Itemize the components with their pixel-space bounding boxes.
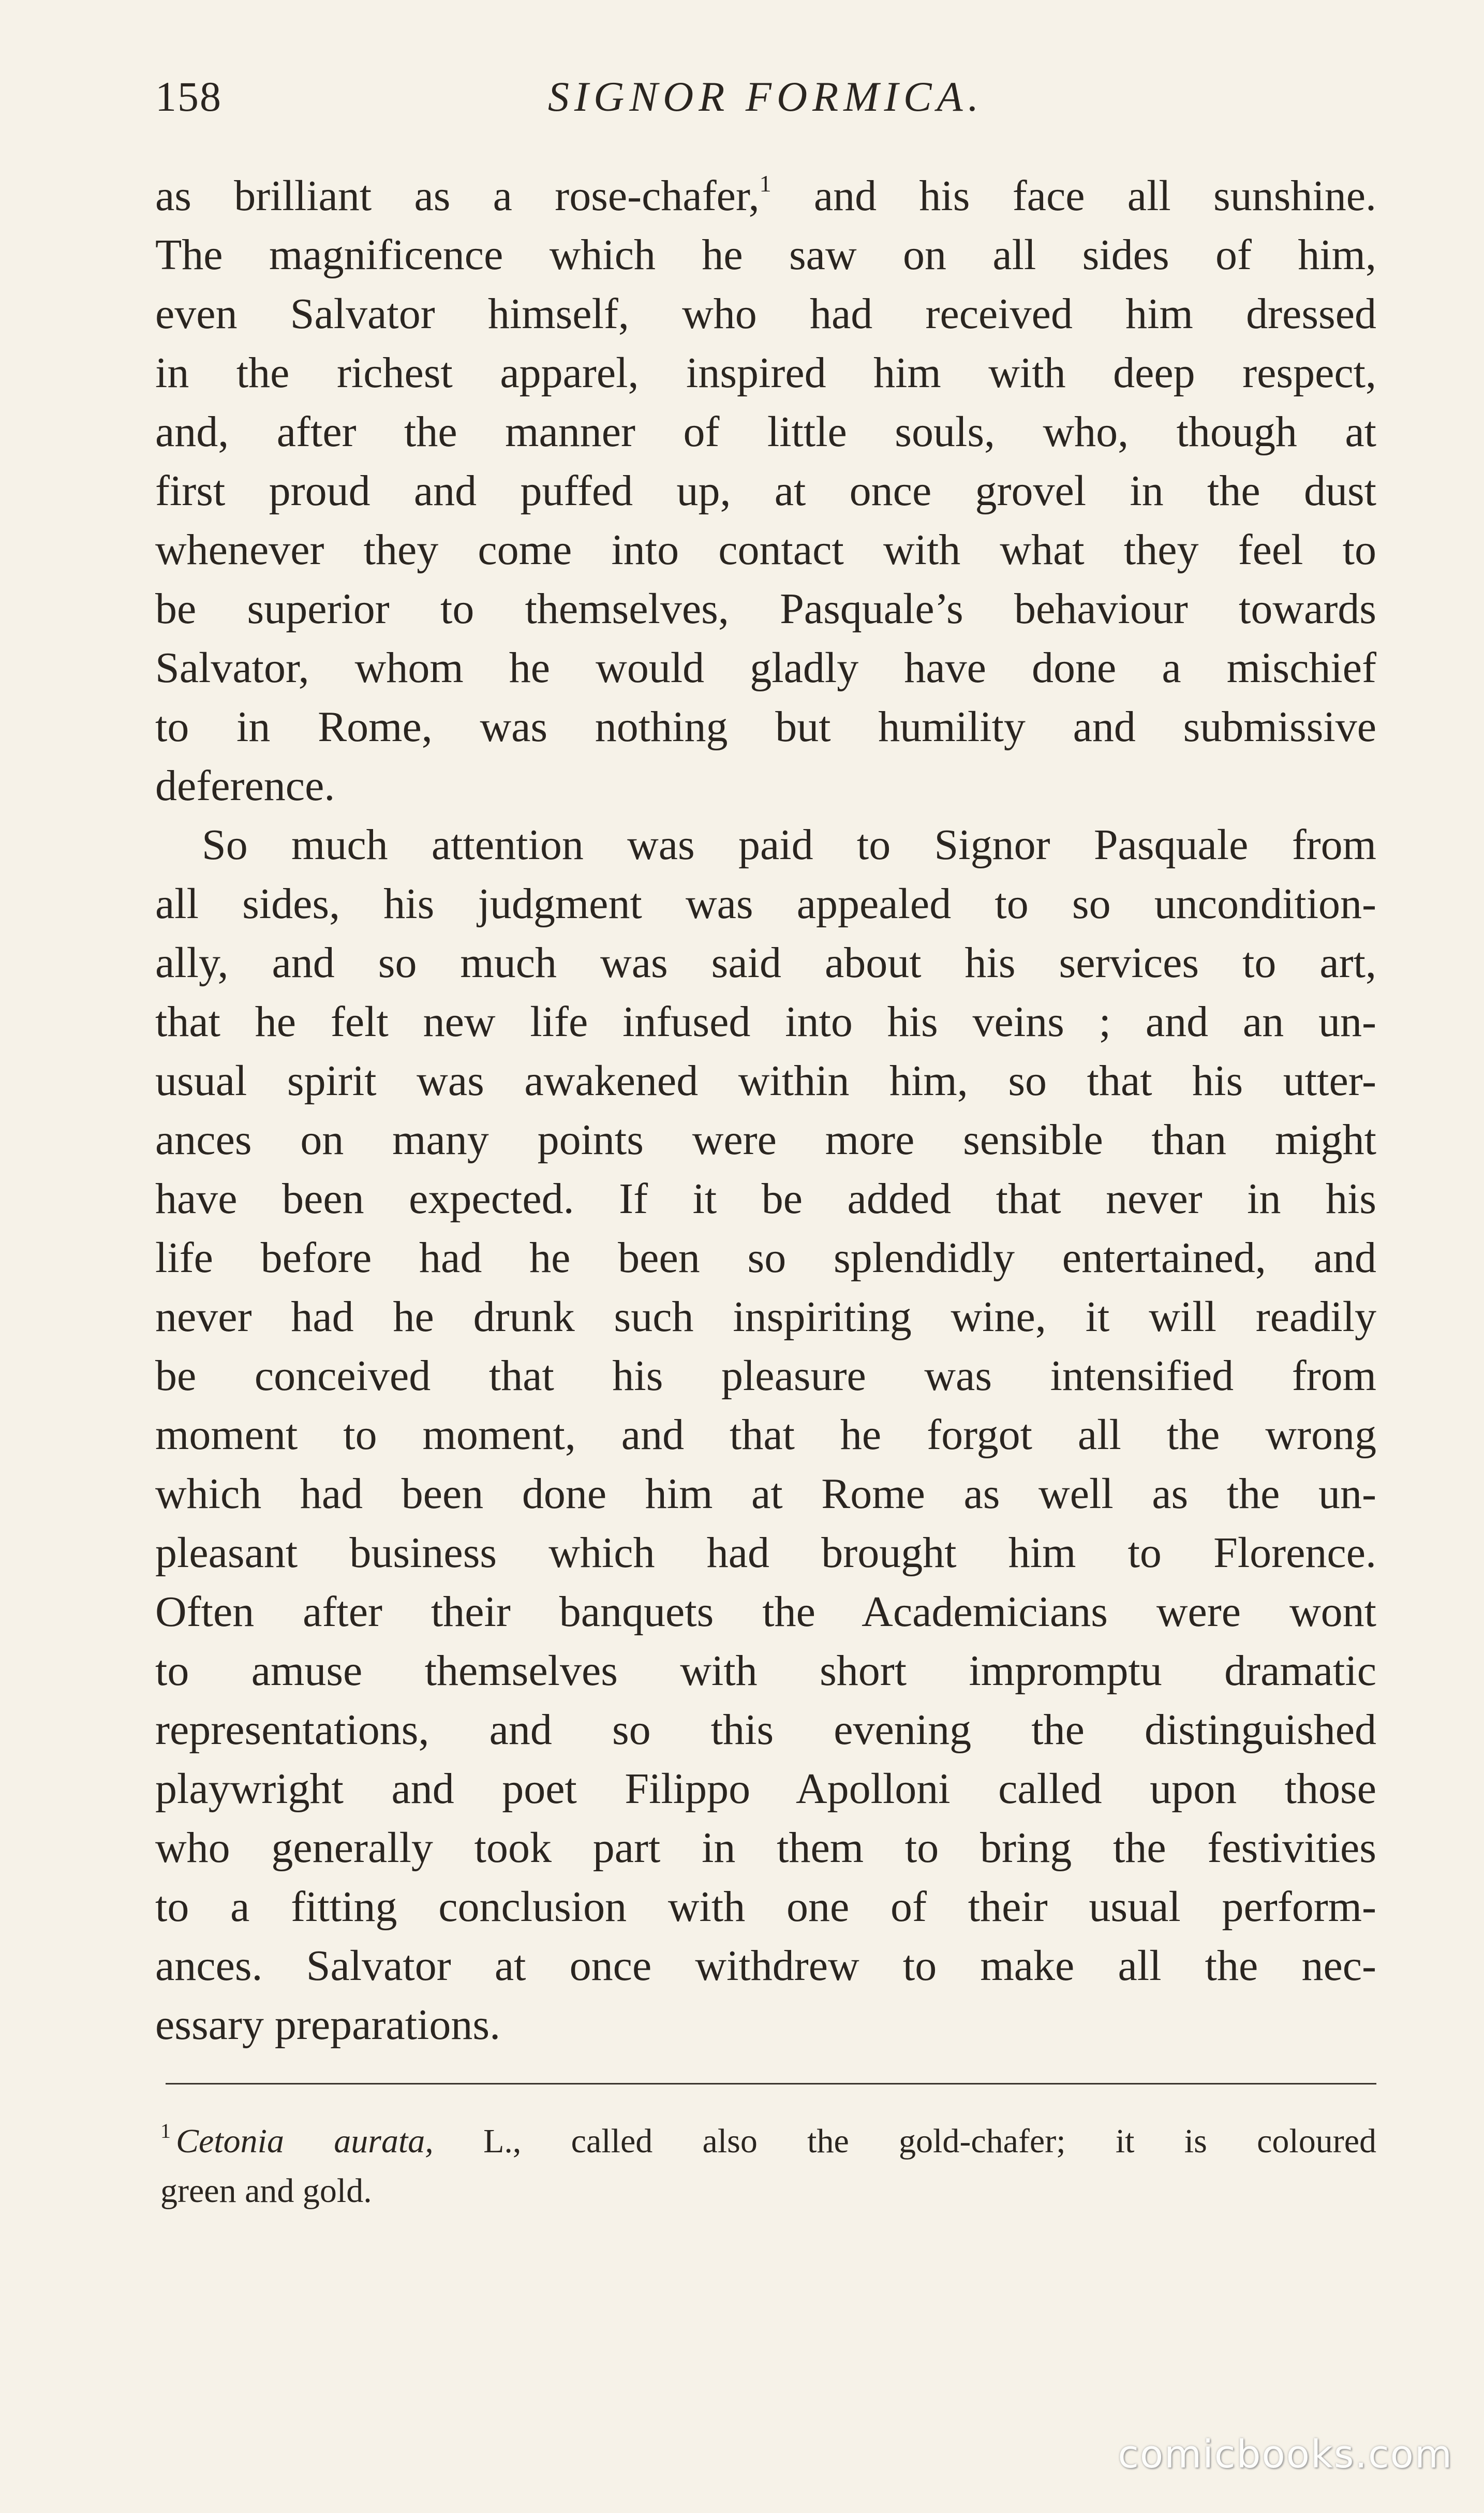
text-line: The magnificence which he saw on all sides of him,: [155, 231, 1376, 279]
text-line: have been expected. If it be added that never in his: [155, 1175, 1376, 1223]
footnote-reference: 1: [759, 170, 771, 197]
text-line: moment to moment, and that he forgot all the wrong: [155, 1411, 1376, 1459]
text-line: playwright and poet Filippo Apolloni called upon those: [155, 1765, 1376, 1813]
text-segment: as brilliant as a rose-chafer,: [155, 172, 760, 220]
text-line: that he felt new life infused into his veins ; and an un-: [155, 998, 1376, 1046]
text-line: who generally took part in them to bring the festivities: [155, 1824, 1376, 1872]
text-line: deference.: [155, 762, 335, 810]
running-title: SIGNOR FORMICA.: [547, 73, 984, 120]
footnote-species-name: Cetonia aurata,: [176, 2122, 434, 2160]
text-line: life before had he been so splendidly entertained, and: [155, 1234, 1376, 1282]
running-head: [155, 72, 1376, 129]
text-line: to amuse themselves with short impromptu dramatic: [155, 1647, 1376, 1695]
text-line: Often after their banquets the Academicians were wont: [155, 1588, 1376, 1636]
text-line: essary preparations.: [155, 2001, 501, 2049]
footnote-mark: 1: [160, 2119, 171, 2142]
text-line: all sides, his judgment was appealed to so uncondition-: [155, 880, 1376, 928]
text-line: to a fitting conclusion with one of their usual perform-: [155, 1883, 1376, 1931]
footnote-text: L., called also the gold-chafer; it is coloured: [433, 2122, 1376, 2160]
text-line: usual spirit was awakened within him, so that his utter-: [155, 1057, 1376, 1105]
text-line: [155, 167, 1376, 226]
body-text: [155, 167, 1376, 2054]
text-line: pleasant business which had brought him to Florence.: [155, 1529, 1376, 1577]
text-line: in the richest apparel, inspired him with deep respect,: [155, 349, 1376, 397]
text-line: ances. Salvator at once withdrew to make all the nec-: [155, 1942, 1376, 1990]
text-line: to in Rome, was nothing but humility and submissive: [155, 703, 1376, 751]
text-line: and, after the manner of little souls, who, though at: [155, 408, 1376, 456]
page-number: 158: [155, 73, 222, 120]
footnote: [160, 2117, 1376, 2216]
text-line: which had been done him at Rome as well as the un-: [155, 1470, 1376, 1518]
text-line: be superior to themselves, Pasquale’s behaviour towards: [155, 585, 1376, 633]
text-line: So much attention was paid to Signor Pasquale from: [202, 821, 1376, 869]
watermark-logo: comicbooks.com: [1118, 2432, 1453, 2477]
footnote-line: [160, 2117, 1376, 2166]
text-line: ances on many points were more sensible than might: [155, 1116, 1376, 1164]
text-line: ally, and so much was said about his services to art,: [155, 939, 1376, 987]
text-line: even Salvator himself, who had received him dressed: [155, 290, 1376, 338]
text-line: whenever they come into contact with what they feel to: [155, 526, 1376, 574]
footnote-line: green and gold.: [160, 2172, 372, 2210]
text-line: be conceived that his pleasure was intensified from: [155, 1352, 1376, 1400]
text-line: first proud and puffed up, at once grovel in the dust: [155, 467, 1376, 515]
text-line: Salvator, whom he would gladly have done a mischief: [155, 644, 1376, 692]
text-line: never had he drunk such inspiriting wine, it will readily: [155, 1293, 1376, 1341]
text-line: representations, and so this evening the distinguished: [155, 1706, 1376, 1754]
text-segment: and his face all sunshine.: [771, 172, 1376, 220]
footnote-divider: [166, 2083, 1376, 2085]
